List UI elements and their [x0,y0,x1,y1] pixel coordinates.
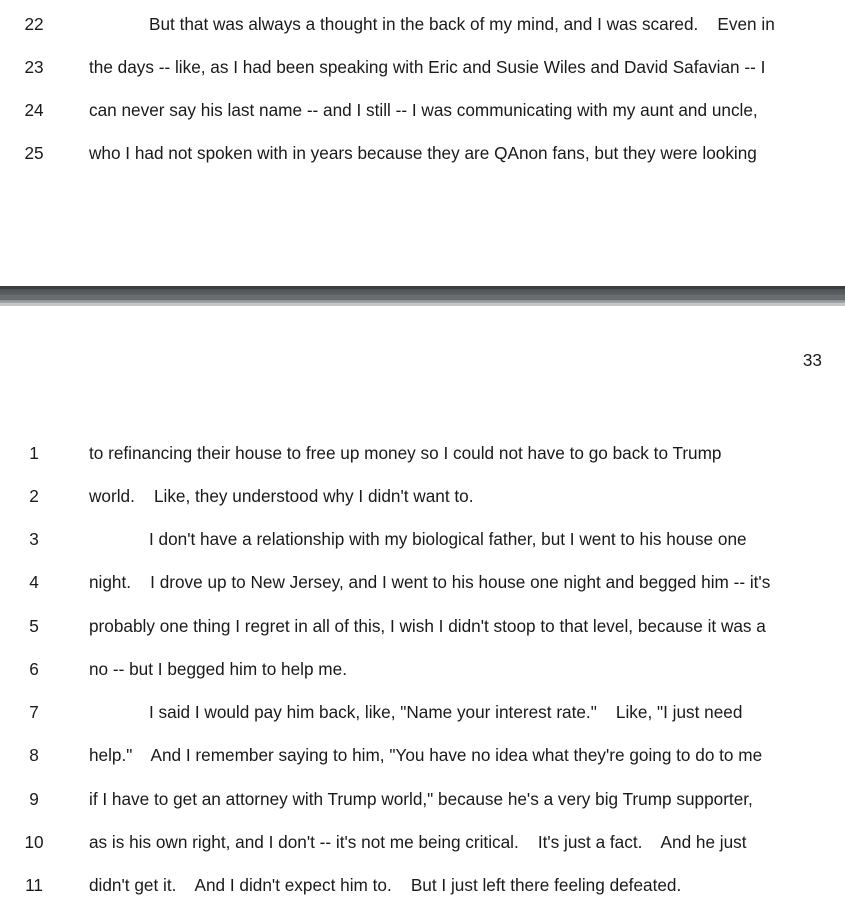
transcript-line [0,527,845,551]
line-text: I said I would pay him back, like, "Name your interest rate." Like, "I just need [149,702,743,722]
line-text: I don't have a relationship with my biological father, but I went to his house one [149,529,747,549]
line-text: to refinancing their house to free up money so I could not have to go back to Trump [89,443,722,463]
line-number: 4 [29,572,39,592]
transcript-line [0,873,845,897]
line-number: 5 [29,616,39,636]
page-number: 33 [802,350,822,370]
transcript-line [0,55,845,79]
transcript-line [0,614,845,638]
line-number: 6 [29,659,39,679]
line-number: 3 [29,529,39,549]
line-number: 1 [29,443,39,463]
transcript-line [0,141,845,165]
line-text: if I have to get an attorney with Trump world," because he's a very big Trump supporter, [89,789,753,809]
line-number: 8 [29,745,39,765]
line-number: 25 [24,143,44,163]
transcript-line [0,787,845,811]
line-number: 24 [24,100,44,120]
line-text: who I had not spoken with in years because they are QAnon fans, but they were looking [89,143,757,163]
transcript-line [0,657,845,681]
line-number: 10 [24,832,44,852]
page-break-divider [0,286,845,306]
line-text: the days -- like, as I had been speaking with Eric and Susie Wiles and David Safavian -- I [89,57,766,77]
line-number: 9 [29,789,39,809]
line-text: But that was always a thought in the back of my mind, and I was scared. Even in [149,14,775,34]
line-number: 11 [25,875,43,895]
line-number: 23 [24,57,44,77]
line-number: 2 [29,486,39,506]
line-text: as is his own right, and I don't -- it's not me being critical. It's just a fact. And he just [89,832,747,852]
transcript-line [0,484,845,508]
transcript-line [0,743,845,767]
line-text: can never say his last name -- and I still -- I was communicating with my aunt and uncle, [89,100,758,120]
transcript-line [0,570,845,594]
transcript-line [0,98,845,122]
line-number: 22 [24,14,44,34]
line-text: probably one thing I regret in all of this, I wish I didn't stoop to that level, because it was a [89,616,766,636]
line-text: didn't get it. And I didn't expect him to. But I just left there feeling defeated. [89,875,682,895]
line-text: world. Like, they understood why I didn't want to. [89,486,474,506]
transcript-line [0,830,845,854]
line-number: 7 [29,702,39,722]
line-text: no -- but I begged him to help me. [89,659,347,679]
transcript-line [0,700,845,724]
transcript-line [0,441,845,465]
transcript-line [0,12,845,36]
line-text: help." And I remember saying to him, "You have no idea what they're going to do to me [89,745,763,765]
line-text: night. I drove up to New Jersey, and I went to his house one night and begged him -- it's [89,572,771,592]
